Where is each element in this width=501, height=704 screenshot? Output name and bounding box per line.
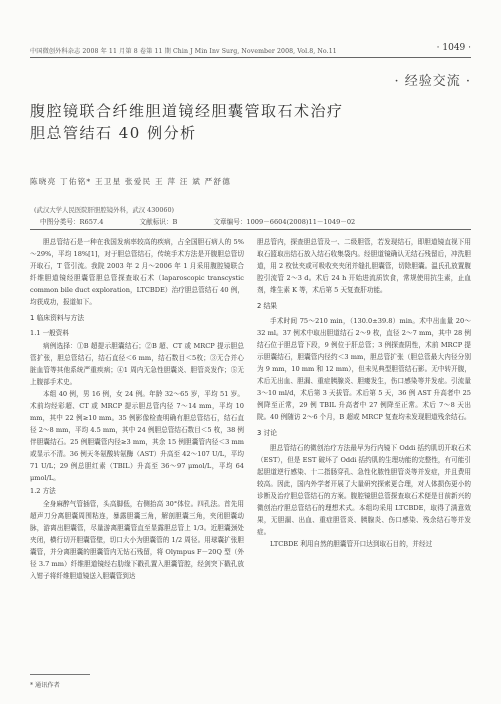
section-heading: 1 临床资料与方法 [30, 314, 85, 322]
body-paragraph: 胆总管结石是一种在我国发病率较高的疾病，占全国胆石病人的 5%～29%，平均 18%[1]，对于胆总管结石，传统手术方法是开腹胆总管切开取石，T 管引流。我院 2003 年 2 月～2006 年 1 月采用腹腔镜联合纤维胆道镜经胆囊管胆总管探查取石术（laparoscopic transcystic common bile duct exploration，LTCBDE）治疗胆总管结石 40 例，均获成功，报道如下。 [30, 238, 244, 306]
classification-line [40, 216, 389, 226]
section-heading: 2 结果 [257, 302, 278, 310]
affiliation: (武汉大学人民医院肝胆腔镜外科，武汉 430060) [34, 206, 175, 214]
clc-number: 中图分类号：R657.4 [40, 218, 104, 226]
body-paragraph: 胆总管内，探查胆总管及一、二级胆管，若发现结石，即胆道镜直视下用取石篮取出结石放入结石收集袋内。经胆道镜确认无结石残留后，冲洗胆道，用 2 枚钛夹或可吸收夹夹闭并缝扎胆囊管，切除胆囊。温氏孔放置腹腔引流管 2～3 d。术后 24 h 开始进流质饮食，常规使用抗生素，止血剂，维生素 K 等，术后第 5 天复查肝功能。 [257, 238, 471, 294]
right-column [257, 236, 471, 550]
article-title [30, 100, 344, 144]
page-number: · 1049 · [436, 43, 471, 53]
body-paragraph: 病例选择：①B 超提示胆囊结石；②B 超、CT 或 MRCP 提示胆总管扩张，胆总管结石，结石直径＜6 mm，结石数目＜5枚；③无合并心脏血管等其他系统严重疾病；④1 周内无急性胆囊炎、胆管炎发作；⑤无上腹部手术史。 [30, 342, 244, 386]
body-paragraph: 手术时间 75～210 min，（130.0±39.8）min。术中出血量 20～32 ml。37 例术中取出胆道结石 2～9 枚，直径 2～7 mm，其中 28 例结石位于胆总管下段，9 例位于肝总管；3 例探查阴性，术前 MRCP 提示胆囊结石，胆囊管内径约＜3 mm，胆总管扩张（胆总管最大内径分别为 9 mm，10 mm 和 12 mm），但未见典型胆管结石影。无中转开腹，术后无出血、胆漏、重症胰腺炎、胆瘘发生，伤口感染等并发症。引流量 3～10 ml/d，术后第 3 天拔管。术后第 5 天，36 例 AST 升高者中 25 例降至正常，29 例 TBIL 升高者中 27 例降至正常。术后 7～8 天出院。40 例随访 2～6 个月，B 超或 MRCP 复查均未发现胆道残余结石。 [257, 317, 471, 421]
article-number: 文章编号：1009－6604(2008)11－1049－02 [213, 218, 356, 226]
running-head: 中国微创外科杂志 2008 年 11 月第 8 卷第 11 期 Chin J Min Inv Surg, November 2008, Vol.8, No.11 [30, 48, 337, 55]
section-heading: 3 讨论 [257, 429, 278, 437]
footnote: * 通讯作者 [30, 682, 60, 689]
body-paragraph: 胆总管结石的微创治疗方法最早为行内镜下 Oddi 括约肌切开取石术（EST），但是 EST 破坏了 Oddi 括约肌的生理功能的完整性，有可能引起胆道逆行感染、十二指肠穿孔、急性化脓性胆管炎等并发症，并且费用较高。因此，国内外学者开展了大量研究探索更合理，对人体损伤更小的诊断及治疗胆总管结石的方案。腹腔镜胆总管探查取石术便是目前新兴的微创治疗胆总管结石的理想术式。本组均采用 LTCBDE，取得了满意效果，无胆漏、出血、重症胆管炎、胰腺炎、伤口感染、残余结石等并发症。 [257, 444, 471, 536]
left-column [30, 236, 244, 582]
body-paragraph: 全身麻醉气管插管，头高脚低，右侧抬高 30°体位。四孔法。首先用超声刀分离胆囊周围粘连，暴露胆囊三角，解剖胆囊三角，夹闭胆囊动脉，游离出胆囊管，尽量游离胆囊管直至显露胆总管上 1/3。近胆囊颈处夹闭，横行切开胆囊管壁，切口大小为胆囊管的 1/2 周径。用球囊扩张胆囊管，并分离胆囊的胆囊管内无钻石残留，将 Olympus F－20Q 型（外径 3.7 mm）纤维胆道镜经右肋缘下戳孔置入胆囊管腔，经剑突下戳孔放入钳子将纤维胆道镜送入胆囊管到达 [30, 500, 244, 580]
document-code: 文献标识：B [139, 218, 178, 226]
subsection-heading: 1.2 方法 [30, 487, 56, 495]
title-line-1: 腹腔镜联合纤维胆道镜经胆囊管取石术治疗 [30, 102, 344, 120]
author-list: 陈晓亮 丁佑铭* 王卫星 张爱民 王 萍 汪 斌 严舒德 [30, 177, 231, 186]
subsection-heading: 1.1 一般资料 [30, 329, 69, 337]
body-paragraph: LTCBDE 利用自然的胆囊管开口达到取石目的，并经过 [270, 540, 433, 548]
section-tag: · 经验交流 · [394, 74, 471, 89]
body-top-rule [30, 229, 471, 230]
footnote-rule [30, 674, 90, 675]
header-rule [30, 57, 471, 58]
body-paragraph: 本组 40 例，男 16 例，女 24 例。年龄 32～65 岁，平均 51 岁。术前均经彩超、CT 或 MRCP 提示胆总管内径 7～14 mm，平均 10 mm，其中 22 例≥10 mm。35 例影像检查明确有胆总管结石，结石直径 2～8 mm，平均 4.5 mm，其中 24 例胆总管结石数目＜5 枚，38 例伴胆囊结石。25 例胆囊管内径≥3 mm，其余 15 例胆囊管内径＜3 mm 或显示不清。36 例天冬氨酸转氨酶（AST）升高至 42～107 U/L，平均 71 U/L；29 例总胆红素（TBIL）升高至 36～97 μmol/L，平均 64 μmol/L。 [30, 390, 244, 482]
title-line-2: 胆总管结石 40 例分析 [30, 124, 197, 142]
